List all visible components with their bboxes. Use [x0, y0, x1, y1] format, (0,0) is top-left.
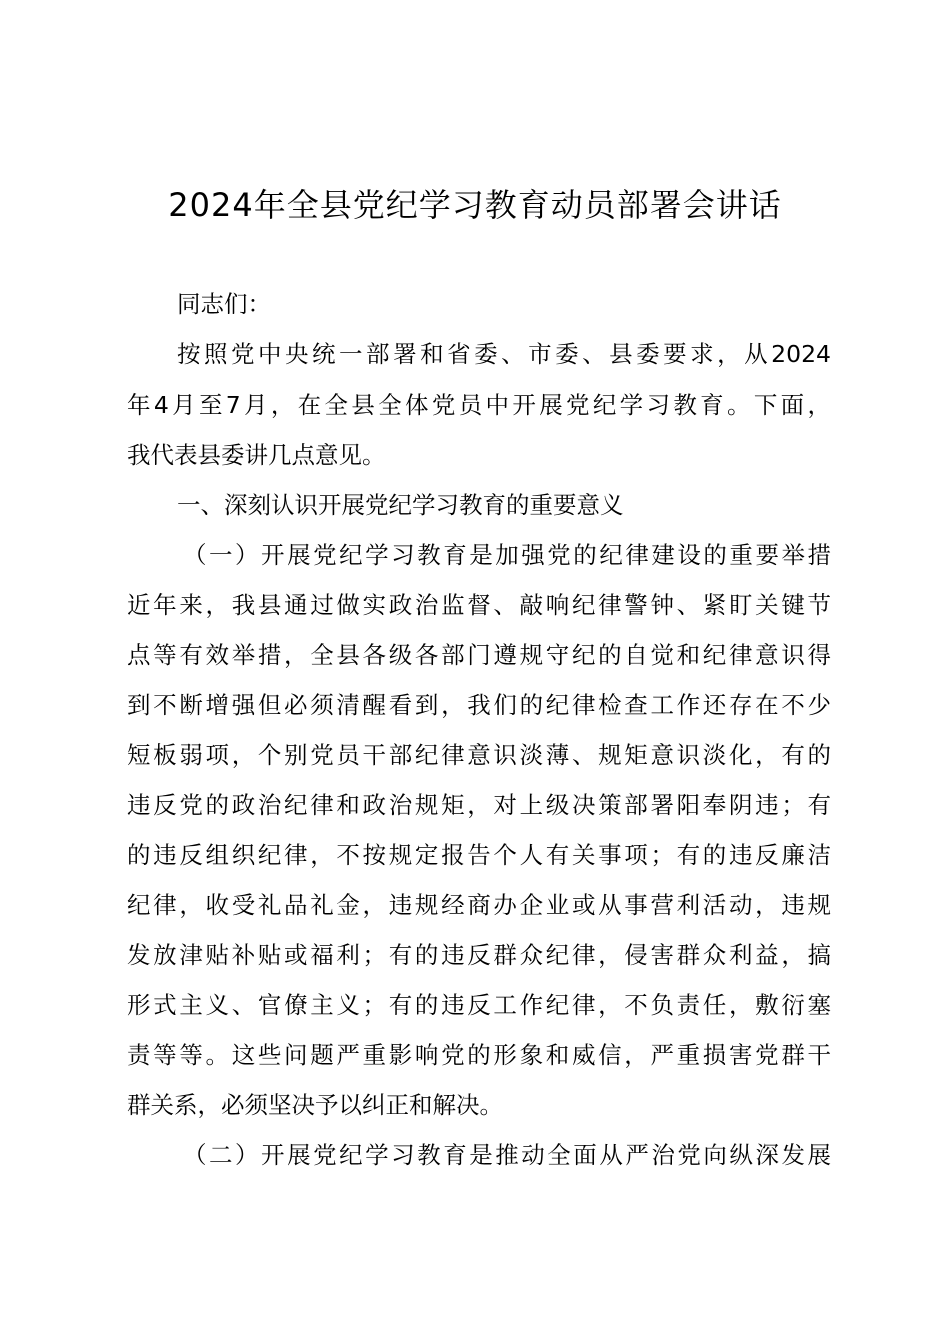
document-title: 2024年全县党纪学习教育动员部署会讲话 [168, 186, 782, 224]
paragraph-line: 形式主义、官僚主义；有的违反工作纪律，不负责任，敷衍塞 [127, 991, 831, 1019]
paragraph-line: 发放津贴补贴或福利；有的违反群众纪律，侵害群众利益，搞 [127, 941, 831, 969]
subsection-heading: （一）开展党纪学习教育是加强党的纪律建设的重要举措 [183, 541, 831, 569]
paragraph-line: 的违反组织纪律，不按规定报告个人有关事项；有的违反廉洁 [127, 841, 831, 869]
section-heading: 一、深刻认识开展党纪学习教育的重要意义 [177, 491, 624, 519]
paragraph-line: 近年来，我县通过做实政治监督、敲响纪律警钟、紧盯关键节 [127, 591, 831, 619]
paragraph-line: 年4月至7月，在全县全体党员中开展党纪学习教育。下面， [127, 391, 831, 419]
paragraph-line: 责等等。这些问题严重影响党的形象和威信，严重损害党群干 [127, 1041, 831, 1069]
paragraph-line: 纪律，收受礼品礼金，违规经商办企业或从事营利活动，违规 [127, 891, 831, 919]
paragraph-line: 点等有效举措，全县各级各部门遵规守纪的自觉和纪律意识得 [127, 641, 831, 669]
paragraph-line: 群关系，必须坚决予以纠正和解决。 [127, 1091, 503, 1119]
paragraph-line: 违反党的政治纪律和政治规矩，对上级决策部署阳奉阴违；有 [127, 791, 831, 819]
subsection-heading: （二）开展党纪学习教育是推动全面从严治党向纵深发展 [183, 1141, 831, 1169]
greeting: 同志们： [177, 290, 271, 318]
paragraph-line: 我代表县委讲几点意见。 [127, 441, 386, 469]
paragraph-line: 短板弱项，个别党员干部纪律意识淡薄、规矩意识淡化，有的 [127, 741, 831, 769]
paragraph-line: 按照党中央统一部署和省委、市委、县委要求，从2024 [177, 340, 831, 368]
paragraph-line: 到不断增强但必须清醒看到，我们的纪律检查工作还存在不少 [127, 691, 831, 719]
